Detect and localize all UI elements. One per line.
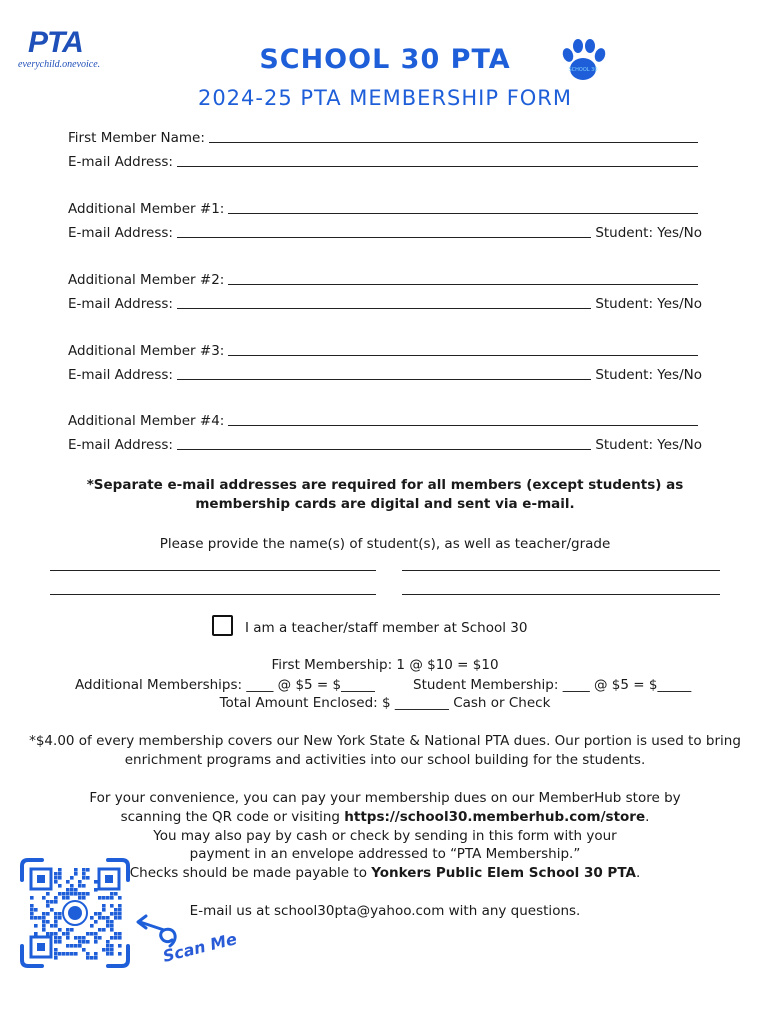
- qr-module: [86, 932, 90, 936]
- qr-module: [54, 920, 58, 924]
- qr-module: [30, 896, 34, 900]
- qr-module: [106, 920, 110, 924]
- field-label: E-mail Address:: [68, 154, 173, 170]
- payment-line-2-pre: scanning the QR code or visiting: [120, 809, 345, 825]
- qr-module: [30, 912, 34, 916]
- page-subtitle: 2024-25 PTA MEMBERSHIP FORM: [197, 86, 573, 110]
- qr-module: [114, 936, 118, 940]
- qr-module: [106, 948, 110, 952]
- qr-module: [42, 896, 46, 900]
- qr-module: [110, 924, 114, 928]
- payment-line-5-pre: Checks should be made payable to: [129, 865, 372, 881]
- field-label: E-mail Address:: [68, 296, 173, 312]
- qr-module: [82, 948, 86, 952]
- qr-module: [54, 932, 58, 936]
- qr-module: [54, 936, 58, 940]
- qr-module: [82, 940, 86, 944]
- dues-note: *$4.00 of every membership covers our New York State & National PTA dues. Our portion is used to bring enrichment programs and activities into our school building for the students.: [29, 733, 741, 768]
- qr-module: [66, 892, 70, 896]
- qr-module: [74, 952, 78, 956]
- qr-module: [94, 888, 98, 892]
- pta-tagline: everychild.onevoice.: [18, 59, 101, 70]
- student-membership-fee: Student Membership: ____ @ $5 = $_____: [413, 677, 692, 693]
- qr-module: [114, 916, 118, 920]
- qr-module: [82, 868, 86, 872]
- qr-module: [74, 872, 78, 876]
- qr-module: [62, 896, 66, 900]
- qr-module: [62, 892, 66, 896]
- qr-module: [30, 908, 34, 912]
- qr-module: [90, 956, 94, 960]
- member-3-email-field[interactable]: [68, 365, 702, 383]
- qr-module: [82, 884, 86, 888]
- qr-module: [58, 940, 62, 944]
- qr-module: [114, 912, 118, 916]
- qr-module: [46, 932, 50, 936]
- payee-name: Yonkers Public Elem School 30 PTA: [371, 865, 636, 881]
- payment-line-5-post: .: [635, 865, 641, 881]
- qr-module: [110, 912, 114, 916]
- qr-module: [98, 936, 102, 940]
- qr-module: [110, 920, 114, 924]
- field-label: Additional Member #4:: [68, 413, 225, 429]
- qr-module: [102, 928, 106, 932]
- qr-module: [118, 908, 122, 912]
- qr-module: [118, 932, 122, 936]
- student-line-4[interactable]: [402, 593, 720, 595]
- qr-module: [90, 916, 94, 920]
- qr-module: [86, 892, 90, 896]
- field-label: E-mail Address:: [68, 225, 173, 241]
- qr-module: [94, 912, 98, 916]
- students-prompt: Please provide the name(s) of student(s), as well as teacher/grade: [159, 536, 611, 552]
- memberhub-link[interactable]: https://school30.memberhub.com/store: [344, 809, 646, 825]
- qr-module: [114, 908, 118, 912]
- qr-module: [38, 916, 42, 920]
- qr-module: [118, 896, 122, 900]
- qr-module: [70, 928, 74, 932]
- qr-module: [102, 908, 106, 912]
- qr-module: [54, 900, 58, 904]
- qr-module: [98, 928, 102, 932]
- first-membership-fee: First Membership: 1 @ $10 = $10: [271, 657, 499, 673]
- qr-module: [90, 932, 94, 936]
- qr-module: [54, 876, 58, 880]
- qr-module: [86, 952, 90, 956]
- total-amount: Total Amount Enclosed: $ ________ Cash or Check: [219, 695, 551, 711]
- student-yes-no[interactable]: Student: Yes/No: [595, 296, 702, 312]
- qr-module: [58, 936, 62, 940]
- first-member-email-field[interactable]: [68, 152, 702, 170]
- student-yes-no[interactable]: Student: Yes/No: [595, 367, 702, 383]
- qr-module: [102, 896, 106, 900]
- qr-module: [58, 952, 62, 956]
- qr-module: [70, 888, 74, 892]
- page-title: SCHOOL 30 PTA: [259, 44, 511, 75]
- qr-module: [74, 936, 78, 940]
- qr-module: [98, 916, 102, 920]
- qr-module: [106, 944, 110, 948]
- pta-logo-text: PTA: [28, 26, 83, 59]
- student-line-3[interactable]: [50, 593, 376, 595]
- qr-module: [30, 904, 34, 908]
- qr-module: [118, 904, 122, 908]
- qr-module: [74, 944, 78, 948]
- qr-module: [66, 896, 70, 900]
- student-line-2[interactable]: [402, 569, 720, 571]
- field-label: E-mail Address:: [68, 437, 173, 453]
- qr-module: [54, 896, 58, 900]
- qr-module: [86, 876, 90, 880]
- payment-line-2-post: .: [645, 809, 650, 825]
- qr-module: [66, 944, 70, 948]
- qr-module: [110, 904, 114, 908]
- qr-module: [78, 896, 82, 900]
- qr-module: [54, 924, 58, 928]
- qr-module: [94, 932, 98, 936]
- qr-module: [110, 892, 114, 896]
- qr-module: [86, 956, 90, 960]
- qr-module: [110, 896, 114, 900]
- qr-module: [58, 928, 62, 932]
- qr-module: [98, 896, 102, 900]
- qr-module: [34, 908, 38, 912]
- qr-module: [42, 928, 46, 932]
- first-member-name-field[interactable]: [68, 128, 702, 146]
- qr-module: [102, 904, 106, 908]
- qr-module: [82, 872, 86, 876]
- qr-module: [114, 932, 118, 936]
- paw-text: SCHOOL 30: [568, 67, 598, 73]
- payment-line-4: payment in an envelope addressed to “PTA Membership.”: [189, 846, 581, 862]
- field-label: First Member Name:: [68, 130, 205, 146]
- qr-module: [58, 872, 62, 876]
- qr-module: [74, 868, 78, 872]
- qr-module: [66, 928, 70, 932]
- qr-module: [118, 944, 122, 948]
- qr-module: [58, 876, 62, 880]
- contact-line: E-mail us at school30pta@yahoo.com with any questions.: [189, 903, 581, 919]
- qr-module: [78, 880, 82, 884]
- qr-module: [102, 948, 106, 952]
- scan-me-label: Scan Me: [160, 929, 239, 966]
- qr-module: [62, 932, 66, 936]
- qr-module: [58, 912, 62, 916]
- member-4-name-field[interactable]: [68, 411, 702, 429]
- qr-module: [118, 936, 122, 940]
- qr-module: [98, 912, 102, 916]
- qr-module: [70, 884, 74, 888]
- qr-module: [42, 916, 46, 920]
- field-label: Additional Member #3:: [68, 343, 225, 359]
- qr-module: [74, 892, 78, 896]
- qr-module: [74, 888, 78, 892]
- qr-module: [94, 952, 98, 956]
- student-yes-no[interactable]: Student: Yes/No: [595, 437, 702, 453]
- qr-module: [78, 892, 82, 896]
- qr-module: [78, 884, 82, 888]
- qr-module: [106, 952, 110, 956]
- qr-module: [110, 944, 114, 948]
- member-3-name-field[interactable]: [68, 341, 702, 359]
- qr-module: [118, 916, 122, 920]
- qr-module: [54, 948, 58, 952]
- payment-line-2: [0, 808, 770, 827]
- qr-module: [50, 900, 54, 904]
- qr-module: [118, 952, 122, 956]
- teacher-checkbox[interactable]: [212, 615, 233, 636]
- qr-module: [106, 924, 110, 928]
- qr-module: [54, 872, 58, 876]
- field-label: Additional Member #2:: [68, 272, 225, 288]
- qr-code[interactable]: [18, 856, 132, 970]
- qr-module: [118, 912, 122, 916]
- field-label: Additional Member #1:: [68, 201, 225, 217]
- member-1-email-field[interactable]: [68, 223, 702, 241]
- student-line-1[interactable]: [50, 569, 376, 571]
- qr-module: [66, 952, 70, 956]
- qr-module: [94, 936, 98, 940]
- qr-module: [62, 952, 66, 956]
- qr-module: [82, 936, 86, 940]
- qr-module: [58, 868, 62, 872]
- qr-module: [106, 940, 110, 944]
- student-yes-no[interactable]: Student: Yes/No: [595, 225, 702, 241]
- qr-module: [78, 940, 82, 944]
- qr-module: [94, 940, 98, 944]
- qr-module: [82, 896, 86, 900]
- payment-line-3: You may also pay by cash or check by sending in this form with your: [153, 828, 617, 844]
- qr-module: [70, 952, 74, 956]
- member-2-name-field[interactable]: [68, 270, 702, 288]
- qr-module: [94, 920, 98, 924]
- qr-module: [70, 876, 74, 880]
- qr-module: [46, 904, 50, 908]
- qr-module: [54, 912, 58, 916]
- qr-module: [114, 892, 118, 896]
- qr-module: [54, 880, 58, 884]
- qr-module: [110, 936, 114, 940]
- qr-module: [66, 880, 70, 884]
- qr-module: [46, 920, 50, 924]
- teacher-check-label: I am a teacher/staff member at School 30: [245, 620, 528, 636]
- member-1-name-field[interactable]: [68, 199, 702, 217]
- qr-module: [34, 916, 38, 920]
- qr-module: [94, 880, 98, 884]
- qr-module: [66, 932, 70, 936]
- qr-module: [110, 952, 114, 956]
- qr-module: [82, 876, 86, 880]
- qr-module: [94, 956, 98, 960]
- qr-module: [86, 868, 90, 872]
- qr-module: [30, 916, 34, 920]
- qr-module: [70, 944, 74, 948]
- additional-membership-fee: Additional Memberships: ____ @ $5 = $_____: [75, 677, 375, 693]
- member-4-email-field[interactable]: [68, 435, 702, 453]
- qr-module: [54, 916, 58, 920]
- qr-module: [106, 896, 110, 900]
- qr-module: [42, 920, 46, 924]
- qr-module: [58, 916, 62, 920]
- paw-icon: [558, 36, 608, 86]
- qr-module: [70, 892, 74, 896]
- qr-module: [86, 940, 90, 944]
- qr-module: [78, 944, 82, 948]
- qr-module: [46, 892, 50, 896]
- qr-module: [34, 924, 38, 928]
- qr-module: [110, 928, 114, 932]
- qr-module: [66, 888, 70, 892]
- qr-module: [42, 924, 46, 928]
- qr-module: [54, 952, 58, 956]
- qr-module: [110, 948, 114, 952]
- qr-module: [50, 932, 54, 936]
- qr-module: [34, 932, 38, 936]
- qr-module: [102, 916, 106, 920]
- qr-module: [90, 924, 94, 928]
- member-2-email-field[interactable]: [68, 294, 702, 312]
- field-label: E-mail Address:: [68, 367, 173, 383]
- qr-module: [54, 940, 58, 944]
- qr-module: [46, 912, 50, 916]
- qr-module: [106, 916, 110, 920]
- qr-module: [82, 892, 86, 896]
- qr-module: [50, 924, 54, 928]
- qr-module: [42, 912, 46, 916]
- qr-module: [58, 884, 62, 888]
- qr-module: [78, 936, 82, 940]
- qr-module: [46, 900, 50, 904]
- qr-module: [50, 908, 54, 912]
- email-required-note: *Separate e-mail addresses are required for all members (except students) as membership cards are digital and sent via e-mail.: [86, 477, 684, 512]
- qr-module: [66, 936, 70, 940]
- qr-module: [58, 892, 62, 896]
- payment-line-1: For your convenience, you can pay your membership dues on our MemberHub store by: [89, 790, 681, 806]
- qr-module: [54, 956, 58, 960]
